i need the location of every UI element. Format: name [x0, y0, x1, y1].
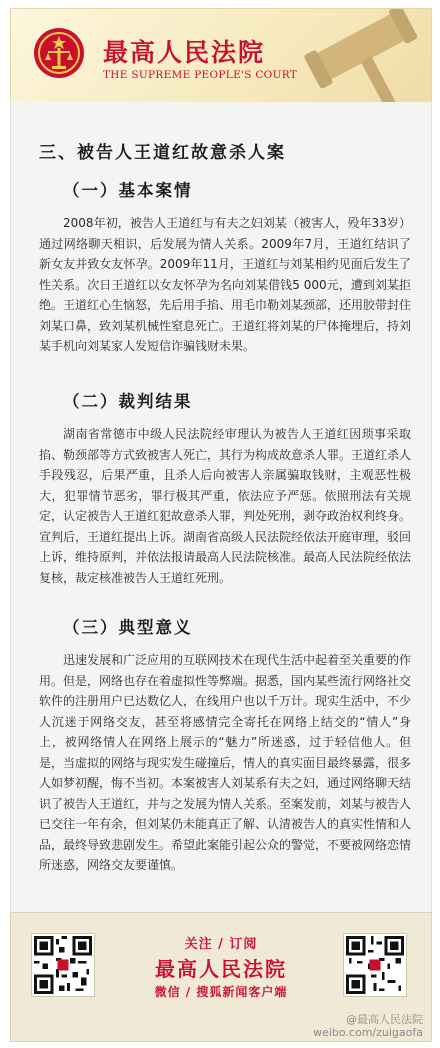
section-title-verdict: （二）裁判结果: [63, 392, 193, 411]
weibo-handle: @最高人民法院: [346, 1013, 423, 1026]
section-text-significance: 迅速发展和广泛应用的互联网技术在现代生活中起着至关重要的作用。但是，网络也存在着虚拟性等弊端。据悉，国内某些流行网络社交软件的注册用户已达数亿人，在线用户也以千万计。现实生活中，不少人沉迷于网络交友，甚至将感情完全寄托在网络上结交的“情人”身上，被网络情人在网络上展示的“魅力”所迷惑，过于轻信他人。但是，当虚拟的网络与现实发生碰撞后，情人的真实面目最终暴露，很多人如梦初醒，悔不当初。本案被害人刘某系有夫之妇，通过网络聊天结识了被告人王道红，并与之发展为情人关系。至案发前，刘某与被告人已交往一年有余，但刘某仍未能真正了解、认清被告人的真实性情和人品，最终导致悲剧发生。希望此案能引起公众的警觉，不要被网络恋情所迷惑，网络交友要谨慎。: [39, 653, 412, 872]
section-title-significance: （三）典型意义: [63, 618, 193, 637]
follow-subscribe-label: 关注 / 订阅: [184, 937, 258, 952]
footer-banner: [10, 912, 432, 1042]
section-text-verdict: 湖南省常德市中级人民法院经审理认为被告人王道红因琐事采取掐、勒颈部等方式致被害人死亡，其行为构成故意杀人罪。王道红杀人手段残忍，后果严重，且杀人后向被害人亲属骗取钱财，主观恶性极大，犯罪情节恶劣，罪行极其严重，依法应予严惩。依照刑法有关规定，认定被告人王道红犯故意杀人罪，判处死刑，剥夺政治权利终身。宣判后，王道红提出上诉。湖南省高级人民法院经依法开庭审理，驳回上诉，维持原判，并依法报请最高人民法院核准。最高人民法院经依法复核，裁定核准被告人王道红死刑。: [39, 427, 412, 585]
court-title-english: THE SUPREME PEOPLE'S COURT: [103, 69, 298, 81]
gavel-icon: [281, 8, 432, 104]
court-emblem-icon: [33, 27, 85, 79]
section-text-basic-facts: 2008年初，被告人王道红与有夫之妇刘某（被害人，殁年33岁）通过网络聊天相识，后发展为情人关系。2009年7月，王道红结识了新女友并致女友怀孕。2009年11月，王道红与刘某相约见面后发生了性关系。次日王道红以女友怀孕为名向刘某借钱5 000元，遭到刘某拒绝。王道红心生恼怒，先后用手掐、用毛巾勒刘某颈部，还用胶带封住刘某口鼻，致刘某机械性窒息死亡。王道红将刘某的尸体掩埋后，持刘某手机向刘某家人发短信诈骗钱财未果。: [39, 216, 412, 353]
article-body: [10, 102, 432, 912]
header-banner: [10, 8, 432, 104]
section-title-basic-facts: （一）基本案情: [63, 181, 193, 200]
court-title: 最高人民法院: [103, 38, 266, 67]
article-heading: 三、被告人王道红故意杀人案: [39, 143, 286, 163]
weibo-url: weibo.com/zuigaofa: [313, 1026, 423, 1039]
footer-channels: 微信 / 搜狐新闻客户端: [154, 985, 288, 999]
footer-court-name: 最高人民法院: [155, 957, 287, 981]
qr-code-sohu-icon[interactable]: [343, 933, 407, 997]
